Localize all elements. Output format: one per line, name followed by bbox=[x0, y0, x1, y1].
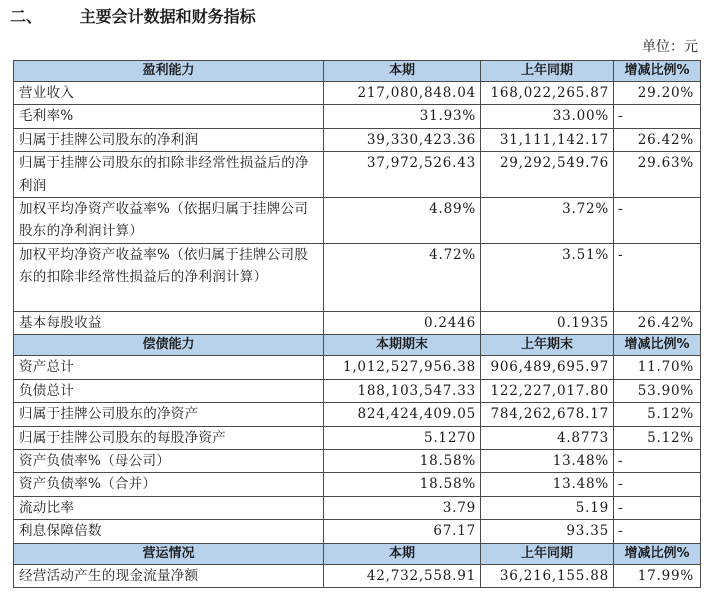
prior-value: 13.48% bbox=[481, 473, 614, 496]
prior-value: 29,292,549.76 bbox=[481, 152, 614, 198]
current-value: 37,972,526.43 bbox=[324, 152, 481, 198]
change-percent: - bbox=[614, 473, 701, 496]
section-header-row bbox=[14, 61, 701, 82]
prior-value: 36,216,155.88 bbox=[481, 564, 614, 587]
column-header: 增减比例% bbox=[614, 543, 701, 564]
current-value: 18.58% bbox=[324, 473, 481, 496]
table-row bbox=[14, 82, 701, 105]
table-row bbox=[14, 105, 701, 128]
section-heading bbox=[10, 4, 256, 27]
current-value: 4.72% bbox=[324, 244, 481, 312]
prior-value: 33.00% bbox=[481, 105, 614, 128]
table-row bbox=[14, 496, 701, 519]
column-header: 增减比例% bbox=[614, 335, 701, 356]
row-label: 资产总计 bbox=[14, 356, 324, 379]
current-value: 67.17 bbox=[324, 520, 481, 543]
row-label: 基本每股收益 bbox=[14, 312, 324, 335]
change-percent: 5.12% bbox=[614, 426, 701, 449]
prior-value: 13.48% bbox=[481, 450, 614, 473]
change-percent: - bbox=[614, 105, 701, 128]
prior-value: 122,227,017.80 bbox=[481, 379, 614, 402]
section-title: 主要会计数据和财务指标 bbox=[79, 7, 256, 26]
table-row bbox=[14, 379, 701, 402]
change-percent: - bbox=[614, 198, 701, 244]
row-label: 负债总计 bbox=[14, 379, 324, 402]
current-value: 217,080,848.04 bbox=[324, 82, 481, 105]
row-label: 归属于挂牌公司股东的净利润 bbox=[14, 128, 324, 151]
current-value: 188,103,547.33 bbox=[324, 379, 481, 402]
current-value: 5.1270 bbox=[324, 426, 481, 449]
section-header-row bbox=[14, 543, 701, 564]
table-row bbox=[14, 520, 701, 543]
column-header: 上年同期 bbox=[481, 543, 614, 564]
current-value: 0.2446 bbox=[324, 312, 481, 335]
change-percent: - bbox=[614, 520, 701, 543]
table-row bbox=[14, 564, 701, 587]
change-percent: - bbox=[614, 496, 701, 519]
change-percent: 11.70% bbox=[614, 356, 701, 379]
current-value: 824,424,409.05 bbox=[324, 403, 481, 426]
prior-value: 784,262,678.17 bbox=[481, 403, 614, 426]
row-label: 流动比率 bbox=[14, 496, 324, 519]
table-row bbox=[14, 152, 701, 198]
row-label: 资产负债率%（母公司） bbox=[14, 450, 324, 473]
unit-label: 单位：元 bbox=[642, 39, 698, 55]
row-label: 加权平均净资产收益率%（依归属于挂牌公司股东的扣除非经常性损益后的净利润计算） bbox=[14, 244, 324, 312]
prior-value: 93.35 bbox=[481, 520, 614, 543]
current-value: 3.79 bbox=[324, 496, 481, 519]
table-row bbox=[14, 312, 701, 335]
table-row bbox=[14, 426, 701, 449]
table-row bbox=[14, 403, 701, 426]
section-header-row bbox=[14, 335, 701, 356]
prior-value: 906,489,695.97 bbox=[481, 356, 614, 379]
table-row bbox=[14, 473, 701, 496]
change-percent: - bbox=[614, 244, 701, 312]
row-label: 毛利率% bbox=[14, 105, 324, 128]
current-value: 42,732,558.91 bbox=[324, 564, 481, 587]
row-label: 归属于挂牌公司股东的扣除非经常性损益后的净利润 bbox=[14, 152, 324, 198]
row-label: 经营活动产生的现金流量净额 bbox=[14, 564, 324, 587]
column-header: 本期期末 bbox=[324, 335, 481, 356]
change-percent: 53.90% bbox=[614, 379, 701, 402]
prior-value: 31,111,142.17 bbox=[481, 128, 614, 151]
current-value: 18.58% bbox=[324, 450, 481, 473]
table-body bbox=[14, 61, 701, 588]
prior-value: 4.8773 bbox=[481, 426, 614, 449]
column-header: 本期 bbox=[324, 543, 481, 564]
row-label: 加权平均净资产收益率%（依据归属于挂牌公司股东的净利润计算） bbox=[14, 198, 324, 244]
column-header: 本期 bbox=[324, 61, 481, 82]
current-value: 31.93% bbox=[324, 105, 481, 128]
table-row bbox=[14, 356, 701, 379]
current-value: 4.89% bbox=[324, 198, 481, 244]
table-row bbox=[14, 128, 701, 151]
table-row bbox=[14, 198, 701, 244]
current-value: 1,012,527,956.38 bbox=[324, 356, 481, 379]
column-header: 上年期末 bbox=[481, 335, 614, 356]
prior-value: 0.1935 bbox=[481, 312, 614, 335]
row-label: 营业收入 bbox=[14, 82, 324, 105]
current-value: 39,330,423.36 bbox=[324, 128, 481, 151]
financial-indicators-table bbox=[13, 60, 701, 588]
prior-value: 168,022,265.87 bbox=[481, 82, 614, 105]
row-label: 利息保障倍数 bbox=[14, 520, 324, 543]
prior-value: 3.72% bbox=[481, 198, 614, 244]
prior-value: 3.51% bbox=[481, 244, 614, 312]
change-percent: 5.12% bbox=[614, 403, 701, 426]
section-number: 二、 bbox=[10, 7, 43, 26]
table-row bbox=[14, 244, 701, 312]
table-row bbox=[14, 450, 701, 473]
change-percent: - bbox=[614, 450, 701, 473]
row-label: 归属于挂牌公司股东的净资产 bbox=[14, 403, 324, 426]
change-percent: 26.42% bbox=[614, 128, 701, 151]
change-percent: 17.99% bbox=[614, 564, 701, 587]
column-header: 增减比例% bbox=[614, 61, 701, 82]
column-header: 上年同期 bbox=[481, 61, 614, 82]
row-label: 归属于挂牌公司股东的每股净资产 bbox=[14, 426, 324, 449]
section-header-title: 偿债能力 bbox=[14, 335, 324, 356]
change-percent: 29.20% bbox=[614, 82, 701, 105]
section-header-title: 营运情况 bbox=[14, 543, 324, 564]
section-header-title: 盈利能力 bbox=[14, 61, 324, 82]
row-label: 资产负债率%（合并） bbox=[14, 473, 324, 496]
prior-value: 5.19 bbox=[481, 496, 614, 519]
change-percent: 29.63% bbox=[614, 152, 701, 198]
change-percent: 26.42% bbox=[614, 312, 701, 335]
